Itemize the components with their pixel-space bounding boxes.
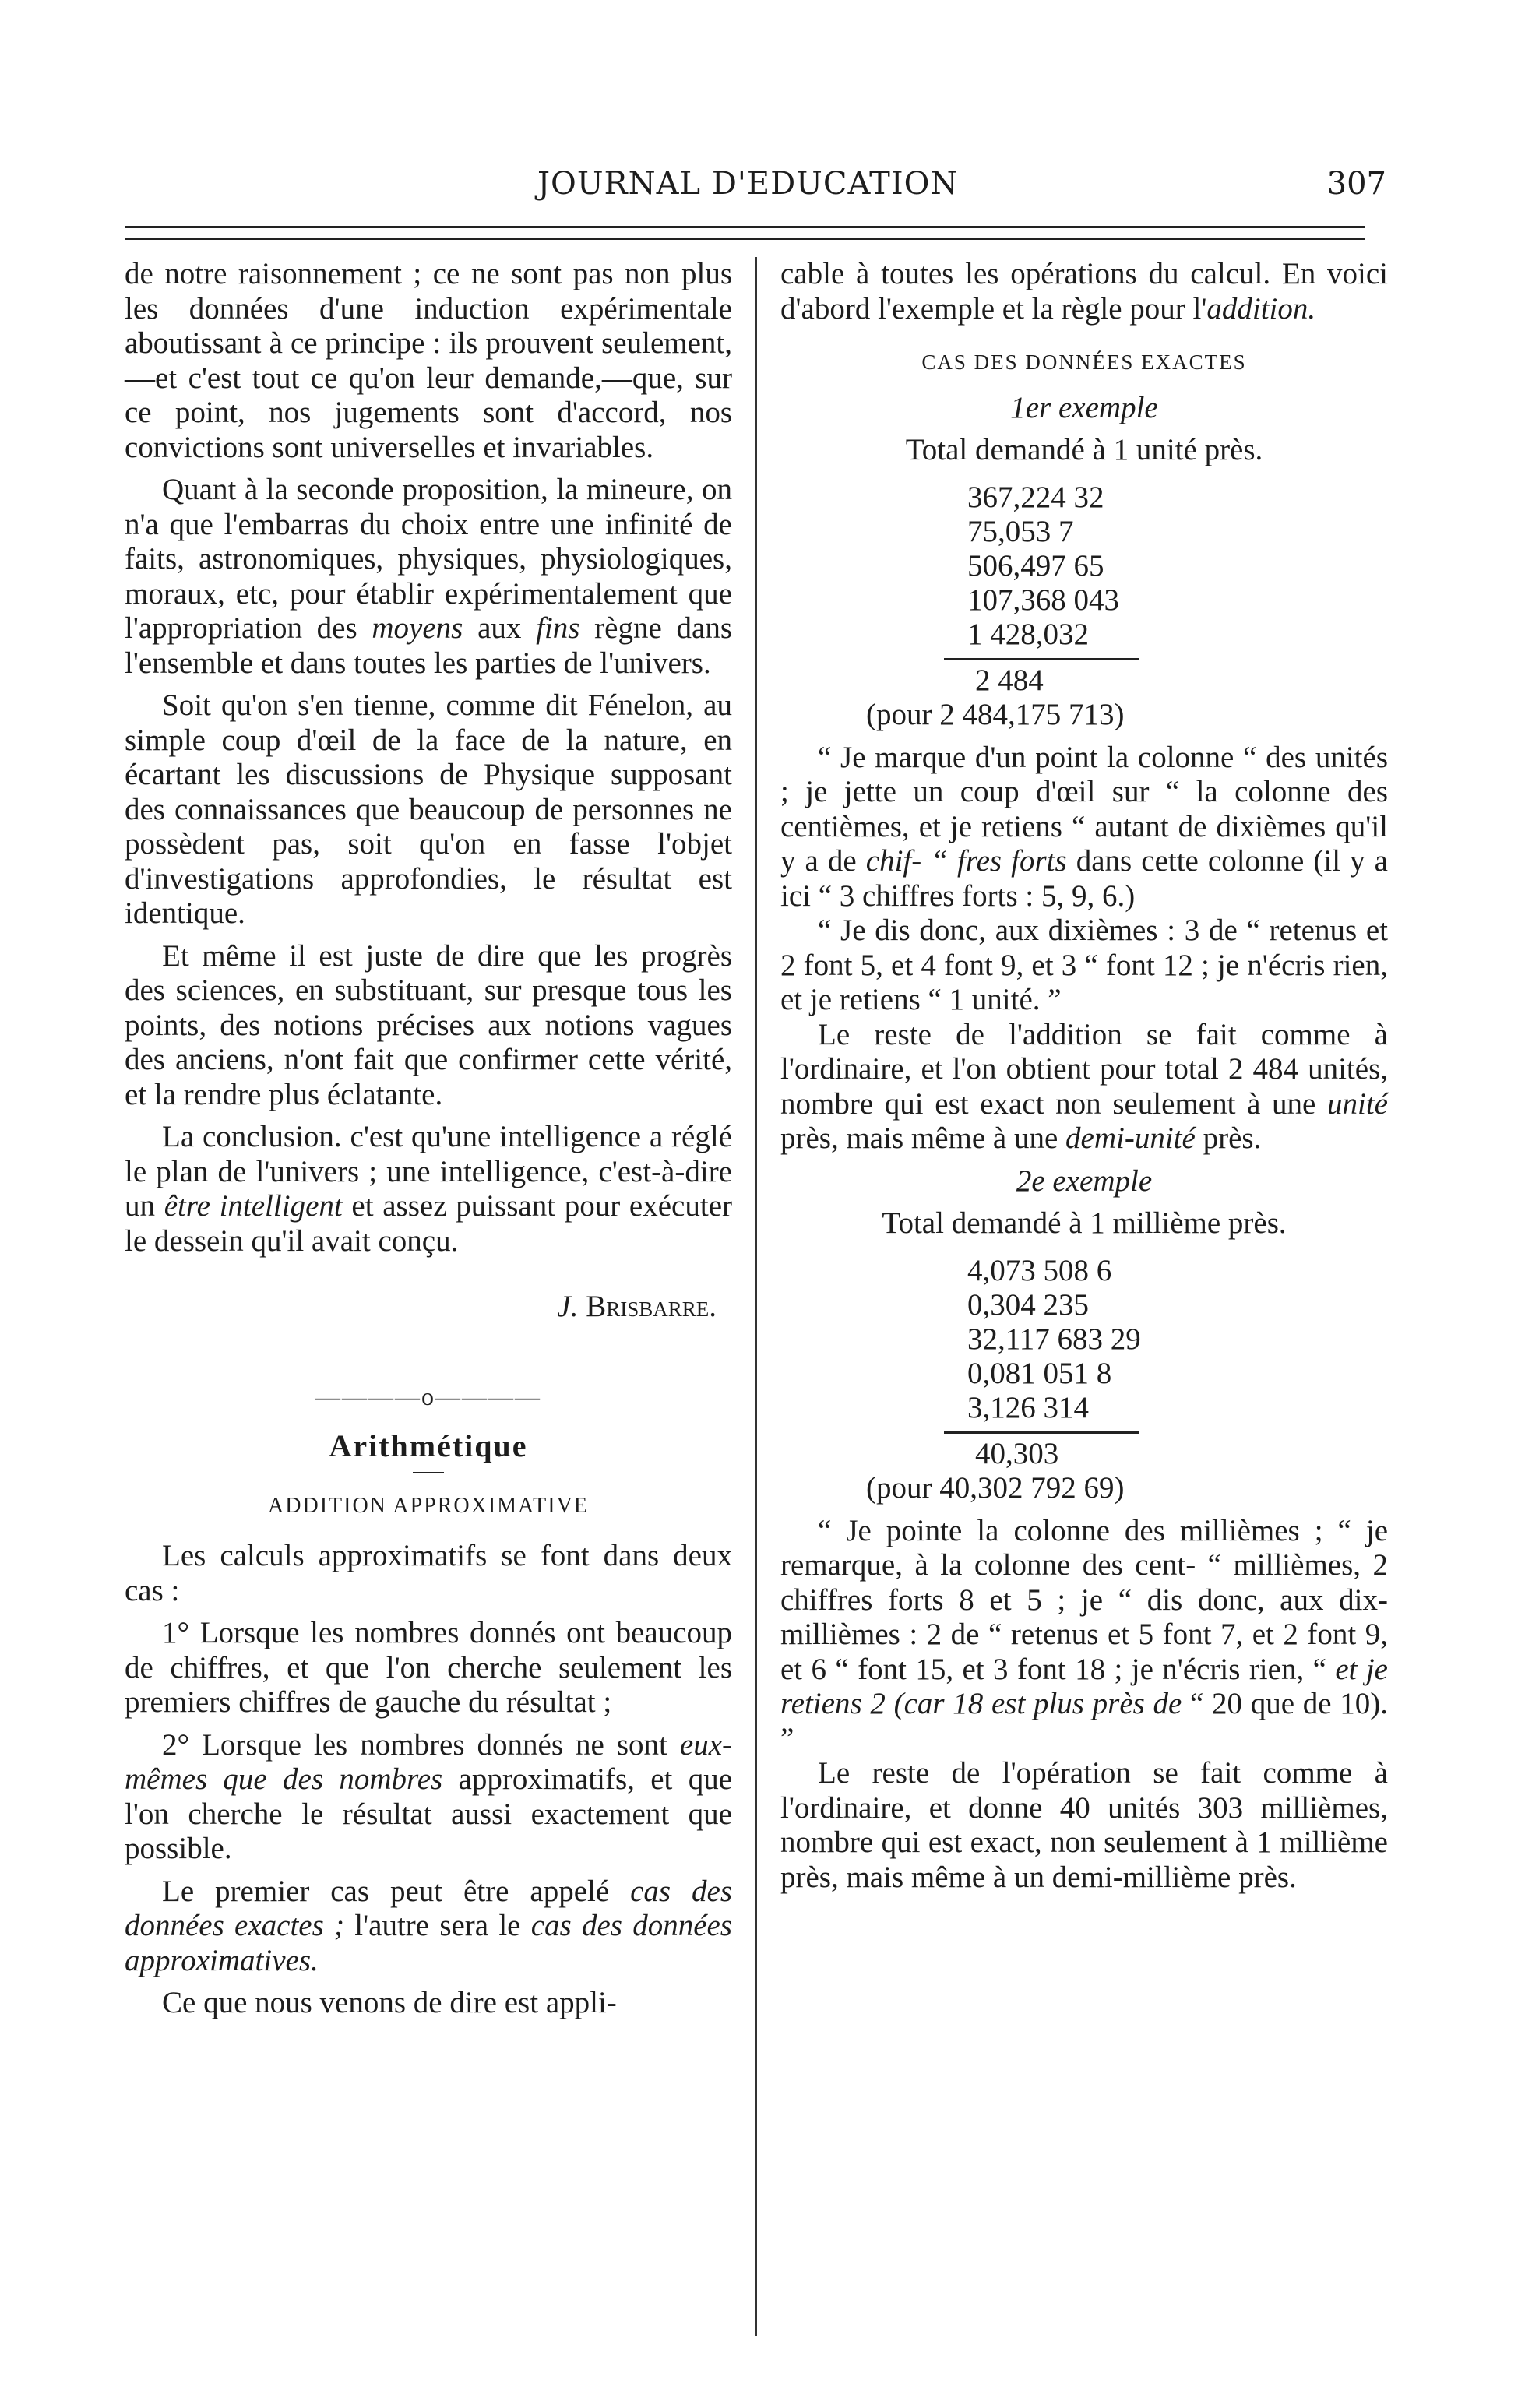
section-subtitle: ADDITION APPROXIMATIVE xyxy=(268,1493,589,1518)
addition-example-1 xyxy=(780,481,1388,733)
addend-list xyxy=(967,1254,1388,1425)
paragraph: Le reste de l'addition se fait comme à l'ordinaire, et l'on obtient pour total 2 484 unités, nombre qui est exact non seulement à une unité près, mais même à une demi-unité près. xyxy=(780,1017,1388,1155)
addend-line: 4,073 508 6 xyxy=(967,1253,1112,1287)
sum-result: 2 484 xyxy=(975,663,1044,697)
paragraph: Et même il est juste de dire que les progrès des sciences, en substituant, sur presque tous les points, des notions précises aux notions vagues des anciens, n'ont fait que confirmer cette vérité, et la rendre plus éclatante. xyxy=(125,938,732,1111)
exact-sum: (pour 2 484,175 713) xyxy=(866,698,1125,731)
paragraph: Ce que nous venons de dire est appli- xyxy=(162,1986,617,2019)
paragraph: Soit qu'on s'en tienne, comme dit Fénelon, au simple coup d'œil de la face de la nature, en écartant les discussions de Physique supposant des connaissances que beaucoup de personnes ne possèdent pas, soit qu'on en fasse l'objet d'investigations approfondies, le résultat est identique. xyxy=(125,688,732,930)
quoted-rule: “ Je marque d'un point la colonne “ des unités ; je jette un coup d'œil sur “ la colonne des centièmes, et je retiens “ autant de dixièmes qu'il y a de chif- “ fres forts dans cette colonne (il y a ici “ 3 chiffres forts : 5, 9, 6.) xyxy=(780,740,1388,913)
paragraph: Le reste de l'opération se fait comme à l'ordinaire, et donne 40 unités 303 millièmes, nombre qui est exact, non seulement à 1 millième près, mais même à un demi-millième près. xyxy=(780,1756,1388,1894)
sum-result: 40,303 xyxy=(975,1436,1059,1470)
separator: ————o———— xyxy=(315,1382,541,1410)
paragraph: de notre raisonnement ; ce ne sont pas non plus les données d'une induction expérimentale aboutissant à ce principe : ils prouvent seulement,—et c'est tout ce qu'on leur demande,—que, sur ce point, nos jugements sont d'accord, nos convictions sont universelles et invariables. xyxy=(125,257,732,464)
title-dash xyxy=(413,1472,444,1473)
paragraph: 2° Lorsque les nombres donnés ne sont eux-mêmes que des nombres approximatifs, et que l'on cherche le résultat aussi exactement que possible. xyxy=(125,1727,732,1865)
addend-line: 506,497 65 xyxy=(967,548,1104,583)
section-title: Arithmétique xyxy=(329,1428,528,1463)
addend-line: 367,224 32 xyxy=(967,480,1104,514)
page-number: 307 xyxy=(1326,166,1386,202)
sum-rule xyxy=(944,658,1139,660)
addend-line: 1 428,032 xyxy=(967,617,1089,651)
column-divider xyxy=(755,257,757,2336)
addend-line: 0,304 235 xyxy=(967,1287,1089,1322)
paragraph: 1° Lorsque les nombres donnés ont beaucoup de chiffres, et que l'on cherche seulement les premiers chiffres de gauche du résultat ; xyxy=(125,1616,732,1719)
addend-line: 107,368 043 xyxy=(967,583,1119,617)
quoted-rule: “ Je pointe la colonne des millièmes ; “ je remarque, à la colonne des cent- “ millièmes, 2 chiffres forts 8 et 5 ; je “ dis donc, aux dix-millièmes : 2 de “ retenus et 5 font 7, et 2 font 9, et 6 “ font 15, et 3 font 18 ; je n'écris rien, “ et je retiens 2 (car 18 est plus près de “ 20 que de 10). ” xyxy=(780,1513,1389,1755)
example-instruction: Total demandé à 1 unité près. xyxy=(905,433,1263,466)
header-rule xyxy=(125,226,1365,228)
header-rule-thin xyxy=(125,238,1365,240)
paragraph: cable à toutes les opérations du calcul. En voici d'abord l'exemple et la règle pour l'addition. xyxy=(780,257,1388,326)
paragraph: Quant à la seconde proposition, la mineure, on n'a que l'embarras du choix entre une infinité de faits, astronomiques, physiques, physiologiques, moraux, etc, pour établir expérimentalement que l'appropriation des moyens aux fins règne dans l'ensemble et dans toutes les parties de l'univers. xyxy=(125,473,732,680)
signature: J. Brisbarre. xyxy=(557,1290,717,1323)
quoted-rule: “ Je dis donc, aux dixièmes : 3 de “ retenus et 2 font 5, et 4 font 9, et 3 “ font 12 ; je n'écris rien, et je retiens “ 1 unité. ” xyxy=(780,914,1388,1016)
addend-line: 75,053 7 xyxy=(967,514,1074,548)
exact-sum: (pour 40,302 792 69) xyxy=(866,1471,1125,1505)
case-heading: CAS DES DONNÉES EXACTES xyxy=(921,350,1247,374)
sum-rule xyxy=(944,1431,1139,1434)
paragraph: Le premier cas peut être appelé cas des données exactes ; l'autre sera le cas des données approximatives. xyxy=(125,1874,732,1977)
addend-line: 32,117 683 29 xyxy=(967,1322,1141,1356)
addend-line: 0,081 051 8 xyxy=(967,1356,1112,1390)
right-column xyxy=(780,257,1388,1903)
running-title: JOURNAL D'EDUCATION xyxy=(537,166,959,202)
paragraph: Les calculs approximatifs se font dans deux cas : xyxy=(125,1539,732,1607)
example-label: 2e exemple xyxy=(1016,1164,1153,1198)
left-column xyxy=(125,257,732,2029)
addend-line: 3,126 314 xyxy=(967,1390,1089,1424)
addition-example-2 xyxy=(780,1254,1388,1506)
page-header xyxy=(125,160,1386,206)
example-label: 1er exemple xyxy=(1010,390,1158,424)
example-instruction: Total demandé à 1 millième près. xyxy=(882,1206,1287,1240)
paragraph: La conclusion. c'est qu'une intelligence a réglé le plan de l'univers ; une intelligence, c'est-à-dire un être intelligent et assez puissant pour exécuter le dessein qu'il avait conçu. xyxy=(125,1120,732,1258)
addend-list xyxy=(967,481,1388,652)
